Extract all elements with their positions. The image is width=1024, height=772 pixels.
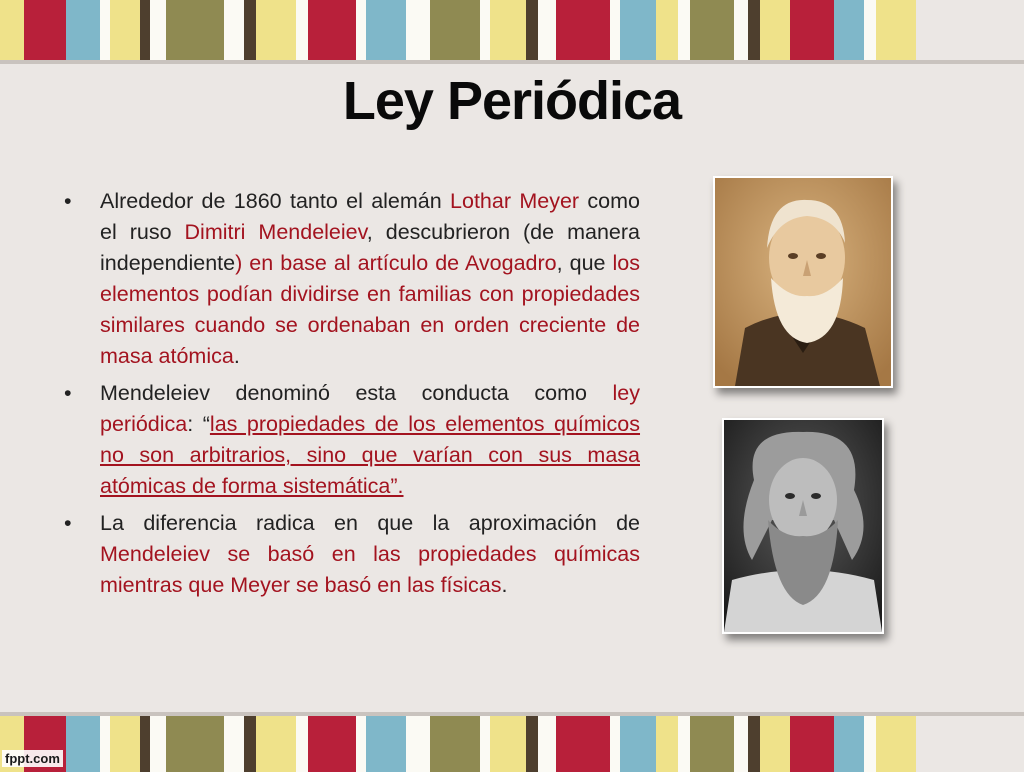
stripe xyxy=(790,0,834,60)
stripe xyxy=(150,716,166,772)
stripe xyxy=(734,0,748,60)
highlight-segment: los elementos podían dividirse en familias con propiedades similares cuando se ordenaban en orden creciente de masa atómica xyxy=(100,251,640,368)
stripe xyxy=(864,0,876,60)
stripe xyxy=(430,0,480,60)
stripe xyxy=(244,716,256,772)
highlight-segment: Mendeleiev se basó en las propiedades químicas mientras que Meyer se basó en las físicas xyxy=(100,542,640,597)
highlight-segment: ) en base al artículo de Avogadro xyxy=(235,251,557,275)
stripe xyxy=(556,0,610,60)
stripe xyxy=(110,716,140,772)
bullet-item-2 xyxy=(62,378,640,502)
stripe xyxy=(480,716,490,772)
highlight-segment: Dimitri Mendeleiev xyxy=(184,220,367,244)
stripe xyxy=(834,716,864,772)
bullet-dot: • xyxy=(64,189,72,213)
stripe xyxy=(734,716,748,772)
stripe xyxy=(678,716,690,772)
stripe xyxy=(356,716,366,772)
top-stripe-band xyxy=(0,0,1024,64)
stripe xyxy=(100,716,110,772)
stripe xyxy=(356,0,366,60)
stripe xyxy=(526,0,538,60)
stripe xyxy=(296,0,308,60)
stripe xyxy=(556,716,610,772)
stripe xyxy=(490,716,526,772)
quote-segment: las propiedades de los elementos químicos no son arbitrarios, sino que varían con sus masa atómicas de forma sistemática”. xyxy=(100,412,641,498)
slide-title: Ley Periódica xyxy=(342,71,682,131)
stripe xyxy=(864,716,876,772)
stripe xyxy=(690,0,734,60)
stripe xyxy=(430,716,480,772)
stripe xyxy=(748,0,760,60)
stripe xyxy=(760,716,790,772)
stripe xyxy=(244,0,256,60)
text-segment: La diferencia radica en que la aproximación de xyxy=(100,511,640,535)
text-segment: Alrededor de 1860 tanto el alemán xyxy=(100,189,451,213)
bottom-stripe-band xyxy=(0,712,1024,772)
stripe xyxy=(526,716,538,772)
stripe xyxy=(610,0,620,60)
stripe xyxy=(100,0,110,60)
text-segment: , que xyxy=(556,251,613,275)
stripe xyxy=(308,716,356,772)
text-segment: . xyxy=(233,344,240,368)
stripe xyxy=(748,716,760,772)
stripe xyxy=(656,716,678,772)
stripe xyxy=(224,716,244,772)
stripe xyxy=(876,716,916,772)
stripe xyxy=(256,716,296,772)
stripe xyxy=(678,0,690,60)
bullet-dot: • xyxy=(64,511,72,535)
stripe xyxy=(834,0,864,60)
stripe xyxy=(656,0,678,60)
stripe xyxy=(110,0,140,60)
stripe xyxy=(760,0,790,60)
stripe xyxy=(224,0,244,60)
mendeleiev-portrait xyxy=(722,418,884,634)
stripe xyxy=(490,0,526,60)
bullet-item-3 xyxy=(62,508,640,601)
stripe xyxy=(256,0,296,60)
stripe xyxy=(620,716,656,772)
bullet-item-1 xyxy=(62,186,640,372)
stripe xyxy=(538,0,556,60)
portrait-sepia-image xyxy=(715,178,891,386)
text-segment: : “ xyxy=(187,412,210,436)
stripe xyxy=(610,716,620,772)
bullet-dot: • xyxy=(64,381,72,405)
stripe xyxy=(406,0,430,60)
portrait-bw-image xyxy=(724,420,882,632)
stripe xyxy=(366,0,406,60)
stripe xyxy=(480,0,490,60)
stripe xyxy=(296,716,308,772)
highlight-segment: ley periódica xyxy=(100,381,640,436)
fppt-logo: fppt.com xyxy=(2,750,63,767)
text-segment: . xyxy=(501,573,508,597)
bullet-list xyxy=(62,186,640,607)
highlight-segment: Lothar Meyer xyxy=(450,189,580,213)
stripe xyxy=(24,0,66,60)
stripe xyxy=(66,716,100,772)
stripe xyxy=(140,716,150,772)
stripe xyxy=(0,0,24,60)
stripe xyxy=(166,0,224,60)
text-segment: , descubrieron (de manera independiente xyxy=(100,220,640,275)
stripe xyxy=(620,0,656,60)
stripe xyxy=(876,0,916,60)
text-segment: Mendeleiev denominó esta conducta como xyxy=(100,381,613,405)
stripe xyxy=(538,716,556,772)
stripe xyxy=(140,0,150,60)
stripe xyxy=(150,0,166,60)
stripe xyxy=(66,0,100,60)
stripe xyxy=(366,716,406,772)
stripe xyxy=(406,716,430,772)
stripe xyxy=(690,716,734,772)
lothar-meyer-portrait xyxy=(713,176,893,388)
stripe xyxy=(166,716,224,772)
stripe xyxy=(308,0,356,60)
text-segment: como el ruso xyxy=(100,189,640,244)
stripe xyxy=(790,716,834,772)
